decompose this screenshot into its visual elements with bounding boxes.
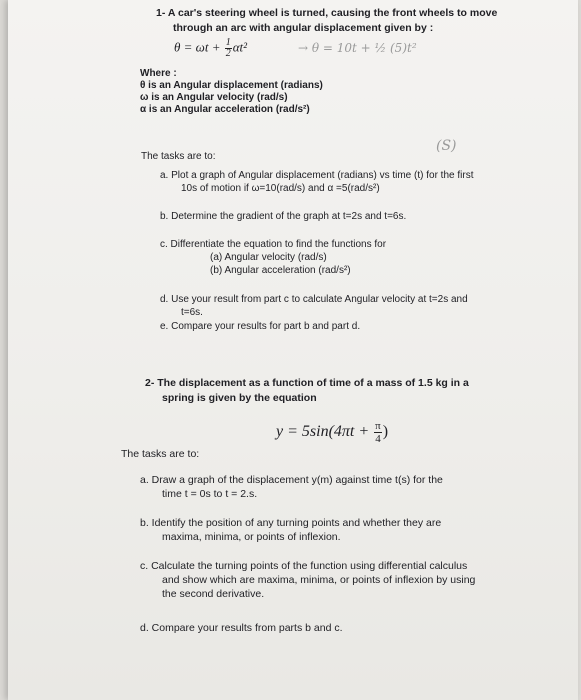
q1-task-b: b. Determine the gradient of the graph at t=2s and t=6s. bbox=[160, 211, 407, 222]
q1-heading-line2: through an arc with angular displacement given by : bbox=[173, 22, 434, 34]
q1-task-c-sub-b: (b) Angular acceleration (rad/s²) bbox=[210, 265, 351, 276]
document-page bbox=[8, 0, 578, 700]
q1-handwritten-circle: (S) bbox=[436, 138, 457, 154]
q1-def-omega: ω is an Angular velocity (rad/s) bbox=[140, 92, 288, 103]
q1-heading-line1: 1- A car's steering wheel is turned, causing the front wheels to move bbox=[156, 7, 498, 19]
q2-task-b-line2: maxima, minima, or points of inflexion. bbox=[162, 531, 341, 543]
q1-task-d-line2: t=6s. bbox=[181, 307, 203, 318]
q2-task-a-line1: a. Draw a graph of the displacement y(m) against time t(s) for the bbox=[140, 474, 443, 486]
q2-task-b-line1: b. Identify the position of any turning points and whether they are bbox=[140, 517, 442, 529]
q1-task-a-line1: a. Plot a graph of Angular displacement (radians) vs time (t) for the first bbox=[160, 170, 474, 181]
q1-task-c-sub-a: (a) Angular velocity (rad/s) bbox=[210, 252, 327, 263]
q2-task-c-line1: c. Calculate the turning points of the function using differential calculus bbox=[140, 560, 468, 572]
q2-heading-line1: 2- The displacement as a function of time of a mass of 1.5 kg in a bbox=[145, 377, 469, 389]
q1-def-theta: θ is an Angular displacement (radians) bbox=[140, 80, 323, 91]
q1-equation-lhs: θ = ωt + bbox=[174, 39, 224, 55]
q1-equation-rhs: αt² bbox=[232, 39, 248, 55]
q1-frac-num: 1 bbox=[225, 37, 231, 48]
q2-frac-den: 4 bbox=[375, 433, 381, 445]
q1-task-e: e. Compare your results for part b and part d. bbox=[160, 321, 361, 332]
q1-task-c: c. Differentiate the equation to find the functions for bbox=[160, 239, 387, 250]
q1-where-label: Where : bbox=[140, 68, 177, 79]
q1-tasks-label: The tasks are to: bbox=[141, 151, 216, 162]
q2-heading-line2: spring is given by the equation bbox=[162, 392, 317, 404]
q2-task-c-line3: the second derivative. bbox=[162, 588, 265, 600]
q2-equation bbox=[276, 420, 388, 445]
q2-tasks-label: The tasks are to: bbox=[121, 448, 200, 460]
q2-equation-fraction bbox=[374, 420, 382, 445]
q1-task-d-line1: d. Use your result from part c to calculate Angular velocity at t=2s and bbox=[160, 294, 468, 305]
q2-task-d: d. Compare your results from parts b and c. bbox=[140, 622, 343, 634]
q2-task-a-line2: time t = 0s to t = 2.s. bbox=[162, 488, 258, 500]
q1-equation bbox=[174, 38, 247, 59]
q1-task-a-line2: 10s of motion if ω=10(rad/s) and α =5(rad/s²) bbox=[181, 183, 380, 194]
q1-def-alpha: α is an Angular acceleration (rad/s²) bbox=[140, 104, 310, 115]
q2-equation-close: ) bbox=[382, 423, 389, 441]
q1-equation-fraction bbox=[225, 38, 232, 59]
q2-equation-main: y = 5sin(4πt + bbox=[276, 423, 374, 441]
q2-frac-num: π bbox=[375, 420, 381, 432]
q1-frac-den: 2 bbox=[225, 48, 231, 59]
q2-task-c-line2: and show which are maxima, minima, or points of inflexion by using bbox=[162, 574, 476, 586]
q1-handwritten-equation: → θ = 10t + ½ (5)t² bbox=[298, 41, 417, 55]
